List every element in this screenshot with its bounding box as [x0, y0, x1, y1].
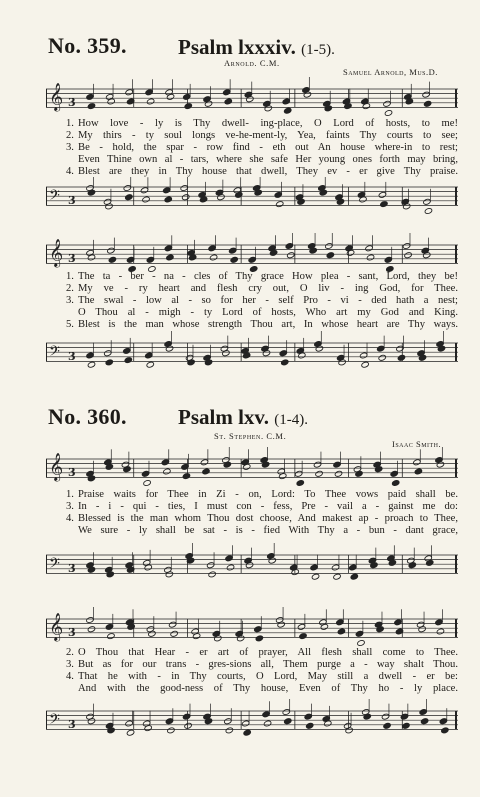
note-head	[315, 470, 323, 477]
note-head	[331, 564, 339, 571]
note-head	[123, 185, 131, 192]
note-head	[170, 630, 178, 637]
verses-360-2	[66, 647, 458, 695]
note-head	[361, 361, 369, 368]
note-head	[208, 245, 216, 252]
note-head	[243, 729, 251, 736]
note-head	[184, 722, 192, 729]
note-head	[248, 256, 256, 263]
note-head	[145, 89, 153, 96]
note-head	[333, 461, 341, 468]
note-head	[223, 89, 231, 96]
note-head	[277, 621, 285, 628]
note-head	[357, 640, 365, 647]
note-head	[144, 564, 152, 571]
note-head	[287, 252, 295, 259]
note-head	[363, 713, 371, 720]
note-head	[107, 633, 115, 640]
note-head	[325, 243, 333, 250]
note-head	[146, 98, 154, 105]
verses-360-1	[66, 489, 458, 537]
note-head	[209, 254, 217, 261]
verse-line: O Thou al - migh - ty Lord of hosts, Who art my God and King.	[78, 307, 458, 318]
music-system-360-2-upper	[46, 606, 458, 650]
note-head	[422, 91, 430, 98]
note-head	[166, 254, 174, 261]
note-head	[281, 359, 289, 366]
note-head	[86, 93, 94, 100]
note-head	[228, 247, 236, 254]
note-head	[168, 621, 176, 628]
treble-clef-icon: 𝄞	[49, 612, 64, 641]
note-head	[320, 623, 328, 630]
time-signature: 3	[68, 194, 76, 208]
note-head	[254, 626, 262, 633]
note-head	[225, 727, 233, 734]
note-head	[295, 470, 303, 477]
psalm-title-359	[178, 35, 335, 60]
psalm-title-text: Psalm lxxxiv.	[178, 35, 296, 59]
staff-treble	[46, 446, 458, 490]
verse-line: 3. But as for our trans - gres-sions all, Them purge a - way shalt Thou.	[66, 659, 458, 670]
note-head	[105, 203, 113, 210]
bass-clef-icon: 𝄢	[49, 555, 60, 576]
time-signature: 3	[68, 350, 76, 364]
verse-line: And with the good-ness of Thy house, Even of Thy ho - ly place.	[78, 683, 458, 694]
note-head	[165, 718, 173, 725]
note-head	[255, 635, 263, 642]
note-head	[345, 727, 353, 734]
note-head	[390, 470, 398, 477]
staff-bass	[46, 176, 458, 216]
music-system-360-2-lower	[46, 696, 458, 744]
bass-clef-icon: 𝄢	[49, 187, 60, 208]
treble-clef-icon: 𝄞	[49, 238, 64, 267]
music-system-359-2-lower	[46, 330, 458, 374]
note-head	[142, 196, 150, 203]
note-head	[108, 256, 116, 263]
note-head	[299, 633, 307, 640]
note-head	[223, 461, 231, 468]
note-head	[424, 208, 432, 215]
note-head	[402, 722, 410, 729]
music-system-360-1-lower	[46, 542, 458, 586]
note-head	[87, 718, 95, 725]
hymn-number-359: No. 359.	[48, 33, 127, 58]
note-head	[141, 470, 149, 477]
note-head	[391, 480, 399, 487]
note-head	[200, 459, 208, 466]
note-head	[413, 459, 421, 466]
time-signature: 3	[68, 466, 76, 480]
note-head	[123, 466, 131, 473]
note-head	[359, 352, 367, 359]
note-head	[384, 256, 392, 263]
hymn-number-360: No. 360.	[48, 404, 127, 429]
note-head	[402, 243, 410, 250]
bass-clef-icon: 𝄢	[49, 343, 60, 364]
note-head	[104, 350, 112, 357]
note-head	[263, 720, 271, 727]
note-head	[365, 245, 373, 252]
note-head	[163, 468, 171, 475]
note-head	[334, 470, 342, 477]
note-head	[87, 254, 95, 261]
note-head	[274, 191, 282, 198]
verse-line: 5. Blest is the man whose strength Thou art, In whose heart are Thy ways.	[66, 319, 458, 330]
note-head	[423, 100, 431, 107]
note-head	[378, 354, 386, 361]
note-head	[297, 623, 305, 630]
music-system-359-1-upper	[46, 76, 458, 120]
note-head	[183, 93, 191, 100]
note-head	[383, 722, 391, 729]
note-head	[143, 480, 151, 487]
note-head	[166, 93, 174, 100]
music-system-360-1-upper	[46, 446, 458, 490]
psalm-verse-range: (1-4).	[274, 412, 309, 428]
note-head	[408, 562, 416, 569]
verse-line: 3. In - i - qui - ties, I must con - fess, Pre - vail a - gainst me do:	[66, 501, 458, 512]
note-head	[164, 245, 172, 252]
note-head	[418, 626, 426, 633]
note-head	[241, 720, 249, 727]
time-signature: 3	[68, 718, 76, 732]
note-head	[87, 626, 95, 633]
note-head	[337, 628, 345, 635]
note-head	[377, 345, 385, 352]
note-head	[326, 252, 334, 259]
note-head	[350, 573, 358, 580]
verse-line: 2. O Thou that Hear - er art of prayer, All flesh shall come to Thee.	[66, 647, 458, 658]
note-head	[436, 628, 444, 635]
time-signature: 3	[68, 252, 76, 266]
note-head	[380, 201, 388, 208]
time-signature: 3	[68, 96, 76, 110]
psalm-title-360	[178, 405, 308, 430]
note-head	[107, 98, 115, 105]
composer-360: Isaac Smith.	[392, 439, 442, 449]
bass-clef-icon: 𝄢	[49, 711, 60, 732]
note-head	[383, 100, 391, 107]
note-head	[125, 194, 133, 201]
note-head	[313, 461, 321, 468]
note-head	[187, 359, 195, 366]
music-system-359-2-upper	[46, 232, 458, 276]
note-head	[125, 720, 133, 727]
note-head	[355, 630, 363, 637]
tune-name-360: St. Stephen. C.M.	[214, 431, 287, 441]
verse-line: 2. My ve - ry heart and flesh cry out, O liv - ing God, for Thee.	[66, 283, 458, 294]
treble-clef-icon: 𝄞	[49, 452, 64, 481]
note-head	[124, 357, 132, 364]
note-head	[378, 191, 386, 198]
note-head	[161, 459, 169, 466]
composer-359: Samuel Arnold, Mus.D.	[343, 67, 438, 77]
verse-line: 1. Praise waits for Thee in Zi - on, Lord: To Thee vows paid shall be.	[66, 489, 458, 500]
staff-bass	[46, 542, 458, 586]
verses-359-2	[66, 271, 458, 331]
note-head	[404, 252, 412, 259]
verse-line: 3. Be - hold, the spar - row find - eth out An house where-in to rest;	[66, 142, 458, 153]
note-head	[222, 350, 230, 357]
note-head	[144, 725, 152, 732]
treble-clef-icon: 𝄞	[49, 82, 64, 111]
note-head	[167, 727, 175, 734]
note-head	[336, 619, 344, 626]
note-head	[146, 361, 154, 368]
note-head	[310, 564, 318, 571]
note-head	[224, 98, 232, 105]
note-head	[164, 196, 172, 203]
note-head	[192, 633, 200, 640]
note-head	[262, 711, 270, 718]
note-head	[87, 361, 95, 368]
note-head	[230, 256, 238, 263]
note-head	[276, 201, 284, 208]
note-head	[384, 110, 392, 117]
note-head	[296, 480, 304, 487]
note-head	[148, 630, 156, 637]
verse-line: 1. How love - ly is Thy dwell- ing-place, O Lord of hosts, to me!	[66, 118, 458, 129]
note-head	[426, 559, 434, 566]
note-head	[87, 189, 95, 196]
note-head	[86, 617, 94, 624]
verse-line: 4. That he with - in Thy courts, O Lord, May still a dwell - er be:	[66, 671, 458, 682]
note-head	[206, 562, 214, 569]
note-head	[279, 350, 287, 357]
note-head	[282, 98, 290, 105]
music-system-359-1-lower	[46, 176, 458, 216]
verse-line: 4. Blest are they in Thy house that dwell, They ev - er give Thy praise.	[66, 166, 458, 177]
note-head	[182, 713, 190, 720]
note-head	[306, 722, 314, 729]
note-head	[397, 354, 405, 361]
note-head	[86, 352, 94, 359]
note-head	[284, 107, 292, 114]
note-head	[123, 347, 131, 354]
note-head	[435, 619, 443, 626]
note-head	[285, 243, 293, 250]
psalm-verse-range: (1-5).	[301, 42, 335, 58]
staff-treble	[46, 76, 458, 120]
note-head	[165, 571, 173, 578]
staff-treble	[46, 606, 458, 650]
note-head	[355, 470, 363, 477]
note-head	[208, 571, 216, 578]
verse-line: 3. The swal - low al - so for her - self Pro - vi - ded hath a nest;	[66, 295, 458, 306]
verse-line: 1. The ta - ber - na - cles of Thy grace How plea - sant, Lord, they be!	[66, 271, 458, 282]
note-head	[439, 718, 447, 725]
time-signature: 3	[68, 562, 76, 576]
note-head	[226, 564, 234, 571]
note-head	[419, 709, 427, 716]
note-head	[366, 254, 374, 261]
note-head	[414, 468, 422, 475]
note-head	[333, 573, 341, 580]
note-head	[423, 198, 431, 205]
note-head	[224, 718, 232, 725]
note-head	[202, 468, 210, 475]
note-head	[184, 103, 192, 110]
staff-bass	[46, 330, 458, 374]
verse-line: 4. Blessed is the man whom Thou dost choose, And makest ap - proach to Thee,	[66, 513, 458, 524]
note-head	[225, 555, 233, 562]
verse-line: 2. My thirs - ty soul longs ve-he-ment-ly, Yea, faints Thy courts to see;	[66, 130, 458, 141]
note-head	[126, 729, 134, 736]
note-head	[182, 194, 190, 201]
note-head	[105, 359, 113, 366]
note-head	[125, 89, 133, 96]
tune-name-359: Arnold. C.M.	[224, 58, 280, 68]
note-head	[146, 256, 154, 263]
note-head	[311, 573, 319, 580]
staff-bass	[46, 696, 458, 744]
staff-treble	[46, 232, 458, 276]
note-head	[400, 713, 408, 720]
verses-359-1	[66, 118, 458, 178]
note-head	[279, 473, 287, 480]
note-head	[163, 187, 171, 194]
note-head	[87, 103, 95, 110]
note-head	[396, 345, 404, 352]
note-head	[394, 619, 402, 626]
verse-line: We sure - ly shall be sat - is - fied With Thy a - bun - dant grace,	[78, 525, 458, 536]
note-head	[349, 564, 357, 571]
note-head	[105, 623, 113, 630]
note-head	[441, 727, 449, 734]
note-head	[284, 718, 292, 725]
note-head	[107, 247, 115, 254]
note-head	[235, 191, 243, 198]
note-head	[181, 463, 189, 470]
note-head	[282, 709, 290, 716]
verse-line: Even Thine own al - tars, where she safe Her young ones forth may bring,	[78, 154, 458, 165]
note-head	[420, 718, 428, 725]
note-head	[140, 187, 148, 194]
note-head	[145, 352, 153, 359]
time-signature: 3	[68, 626, 76, 640]
psalm-title-text: Psalm lxv.	[178, 405, 270, 429]
note-head	[381, 713, 389, 720]
note-head	[182, 473, 190, 480]
note-head	[304, 713, 312, 720]
